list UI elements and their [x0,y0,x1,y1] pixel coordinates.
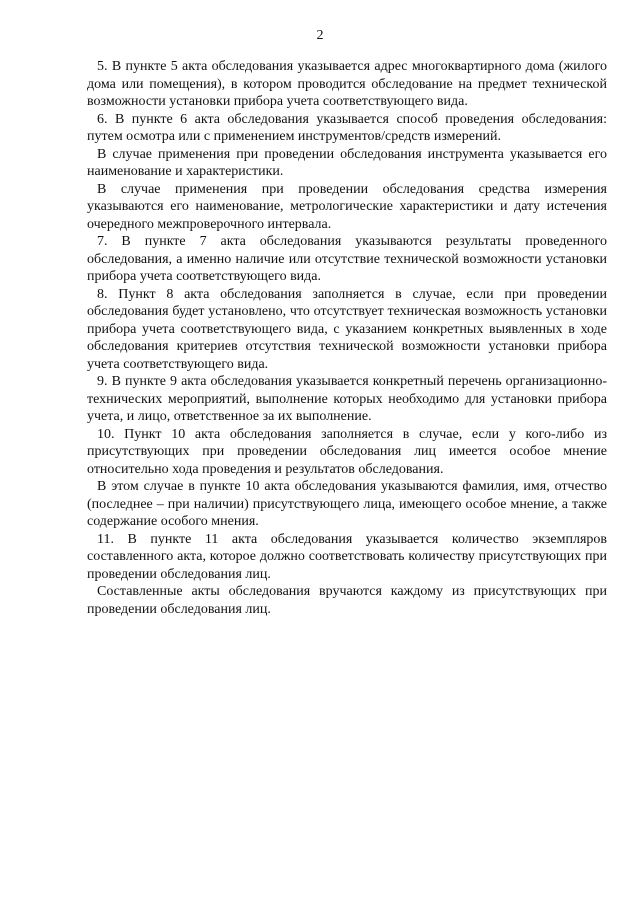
paragraph-copies-delivery: Составленные акты обследования вручаются каждому из присутствующих при проведении обследования лиц. [87,584,607,617]
paragraph-item-6: 6. В пункте 6 акта обследования указывается способ проведения обследования: путем осмотра или с применением инструментов/средств измерений. [87,111,607,144]
paragraph-instrument: В случае применения при проведении обследования инструмента указывается его наименование и характеристики. [87,146,607,179]
paragraph-special-opinion: В этом случае в пункте 10 акта обследования указываются фамилия, имя, отчество (последнее – при наличии) присутствующего лица, имеющего особое мнение, а также содержание особого мнения. [87,479,607,529]
paragraph-item-7: 7. В пункте 7 акта обследования указываются результаты проведенного обследования, а именно наличие или отсутствие технической возможности установки прибора учета соответствующего вида. [87,234,607,284]
paragraph-item-5: 5. В пункте 5 акта обследования указывается адрес многоквартирного дома (жилого дома или помещения), в котором проводится обследование на предмет технической возможности установки прибора учета соответствующего вида. [87,59,607,109]
paragraph-item-11: 11. В пункте 11 акта обследования указывается количество экземпляров составленного акта, которое должно соответствовать количеству присутствующих при проведении обследования лиц. [87,531,607,582]
page-number: 2 [316,28,324,43]
document-body [87,58,607,618]
paragraph-measuring-device: В случае применения при проведении обследования средства измерения указываются его наименование, метрологические характеристики и дату истечения очередного межпроверочного интервала. [87,181,607,232]
paragraph-item-10: 10. Пункт 10 акта обследования заполняется в случае, если у кого-либо из присутствующих при проведении обследования лиц имеется особое мнение относительно хода проведения и результатов обследования. [87,426,607,477]
paragraph-item-8: 8. Пункт 8 акта обследования заполняется в случае, если при проведении обследования будет установлено, что отсутствует техническая возможность установки прибора учета соответствующего вида, с указанием конкретных выявленных в ходе обследования критериев отсутствия технической возможности установки прибора учета соответствующего вида. [87,286,607,372]
paragraph-item-9: 9. В пункте 9 акта обследования указывается конкретный перечень организационно-технических мероприятий, выполнение которых необходимо для установки прибора учета, и лицо, ответственное за их выполнение. [87,374,607,424]
